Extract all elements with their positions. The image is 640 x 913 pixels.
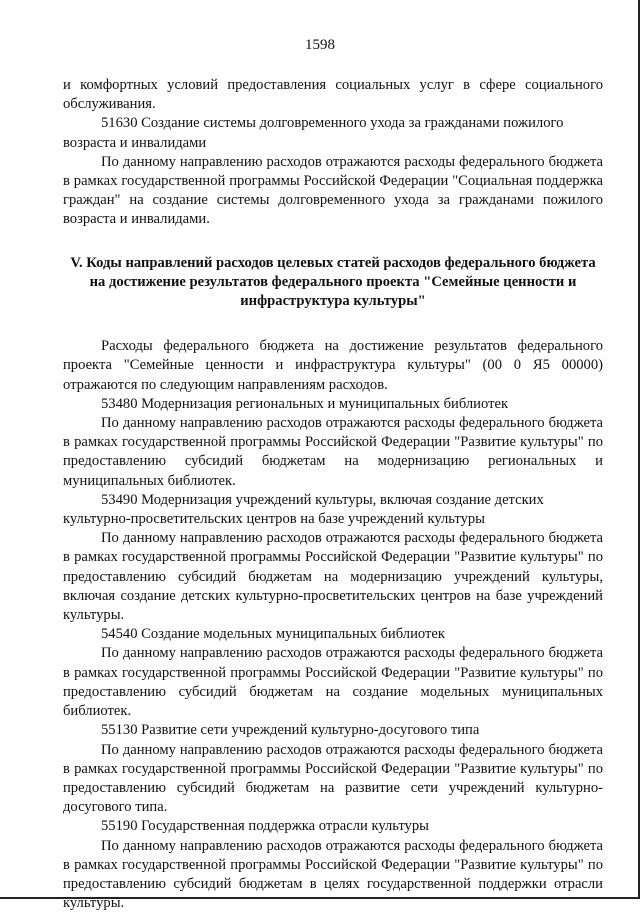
section-heading: V. Коды направлений расходов целевых статей расходов федерального бюджета на достижение результатов федерального проекта "Семейные ценности и инфраструктура культуры" <box>70 254 596 310</box>
paragraph: По данному направлению расходов отражаются расходы федерального бюджета в рамках государственной программы Российской Федерации "Развитие культуры" по предоставлению субсидий бюджетам на развитие сети учреждений культурно-досугового типа. <box>63 741 603 816</box>
expense-code-title: 54540 Создание модельных муниципальных библиотек <box>101 626 445 643</box>
page-number: 1598 <box>305 37 335 53</box>
expense-code-title: 51630 Создание системы долговременного ухода за гражданами пожилого возраста и инвалидами <box>63 115 564 151</box>
expense-code-title: 55130 Развитие сети учреждений культурно-досугового типа <box>101 722 480 739</box>
section-body <box>63 337 603 913</box>
expense-code-title: 53480 Модернизация региональных и муниципальных библиотек <box>101 395 509 412</box>
expense-code-title: 55190 Государственная поддержка отрасли культуры <box>101 818 429 835</box>
paragraph: По данному направлению расходов отражаются расходы федерального бюджета в рамках государственной программы Российской Федерации "Развитие культуры" по предоставлению субсидий бюджетам на создание модельных муниципальных библиотек. <box>63 645 603 720</box>
document-content <box>63 76 603 913</box>
paragraph: По данному направлению расходов отражаются расходы федерального бюджета в рамках государственной программы Российской Федерации "Развитие культуры" по предоставлению субсидий бюджетам на модернизацию региональных и муниципальных библиотек. <box>63 415 603 489</box>
paragraph: По данному направлению расходов отражаются расходы федерального бюджета в рамках государственной программы Российской Федерации "Развитие культуры" по предоставлению субсидий бюджетам в целях государственной поддержки отрасли культуры. <box>63 837 603 912</box>
paragraph: По данному направлению расходов отражаются расходы федерального бюджета в рамках государственной программы Российской Федерации "Социальная поддержка граждан" на создание системы долговременного ухода за гражданами пожилого возраста и инвалидами. <box>63 153 603 228</box>
paragraph: Расходы федерального бюджета на достижение результатов федерального проекта "Семейные ценности и инфраструктура культуры" (00 0 Я5 00000) отражаются по следующим направлениям расходов. <box>63 338 603 393</box>
expense-code-title: 53490 Модернизация учреждений культуры, включая создание детских культурно-просветительских центров на базе учреждений культуры <box>63 491 544 528</box>
paragraph: и комфортных условий предоставления социальных услуг в сфере социального обслуживания. <box>63 77 603 113</box>
intro-section <box>63 76 603 230</box>
paragraph: По данному направлению расходов отражаются расходы федерального бюджета в рамках государственной программы Российской Федерации "Развитие культуры" по предоставлению субсидий бюджетам на модернизацию учреждений культуры, включая создание детских культурно-просветительских центров на базе учреждений культуры. <box>63 530 603 624</box>
